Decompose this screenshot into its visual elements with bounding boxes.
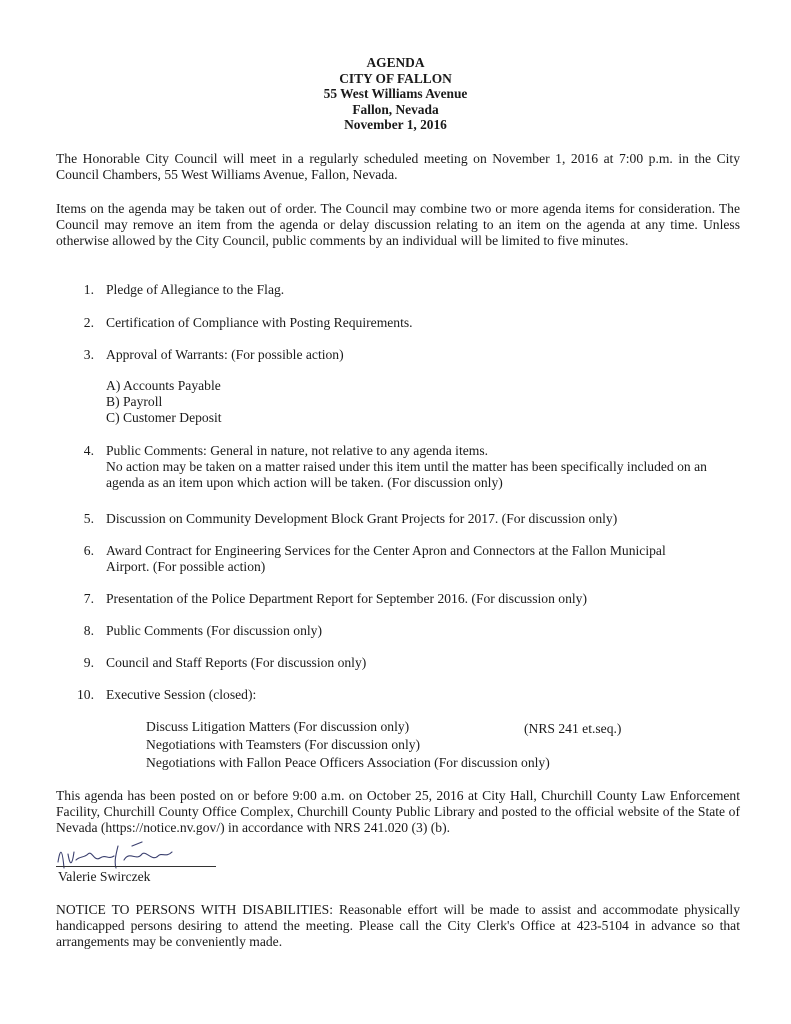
item-text: Presentation of the Police Department Report for September 2016. (For discussion only): [106, 591, 587, 606]
executive-line: Negotiations with Fallon Peace Officers Association (For discussion only): [146, 755, 550, 770]
item-text: Council and Staff Reports (For discussion only): [106, 655, 367, 670]
item-number: 9.: [83, 655, 94, 670]
header-location: Fallon, Nevada: [352, 101, 439, 117]
header-date: November 1, 2016: [344, 117, 447, 132]
item-text: Award Contract for Engineering Services for the Center Apron and Connectors at the Fallon Municipal Airport. (For possible action): [106, 543, 666, 574]
item-number: 7.: [83, 591, 94, 606]
item-number: 3.: [83, 347, 94, 362]
item-text: Executive Session (closed):: [106, 687, 257, 702]
executive-line: Negotiations with Teamsters (For discussion only): [146, 737, 421, 752]
item-number: 10.: [77, 687, 94, 702]
item-text: Public Comments: General in nature, not relative to any agenda items.: [106, 443, 489, 458]
item-number: 6.: [83, 543, 94, 558]
item-text: Certification of Compliance with Posting Requirements.: [106, 315, 413, 330]
item-text-continued: No action may be taken on a matter raised under this item until the matter has been specifically included on an agenda as an item upon which action will be taken. (For discussion only): [106, 459, 707, 490]
item-text: Public Comments (For discussion only): [106, 623, 322, 638]
disability-notice: NOTICE TO PERSONS WITH DISABILITIES: Reasonable effort will be made to assist and accommodate physically handicapped persons desiring to attend the meeting. Please call the City Clerk's Office at 423-5104 in advance so that arrangements may be conveniently made.: [56, 902, 740, 949]
item-text: Discussion on Community Development Block Grant Projects for 2017. (For discussion only): [106, 511, 618, 526]
nrs-reference: (NRS 241 et.seq.): [524, 721, 622, 736]
item-number: 5.: [83, 511, 94, 526]
header-title: AGENDA: [366, 55, 425, 70]
agenda-header: [0, 55, 791, 133]
signature-line: [56, 866, 216, 867]
item-number: 1.: [83, 282, 94, 297]
item-text: Approval of Warrants: (For possible action): [106, 347, 344, 362]
warrant-subitem: B) Payroll: [106, 394, 163, 409]
item-text: Pledge of Allegiance to the Flag.: [106, 282, 285, 297]
warrant-subitem: C) Customer Deposit: [106, 410, 222, 425]
item-number: 8.: [83, 623, 94, 638]
intro-paragraph: The Honorable City Council will meet in a regularly scheduled meeting on November 1, 2016 at 7:00 p.m. in the City Council Chambers, 55 West Williams Avenue, Fallon, Nevada.: [56, 151, 740, 182]
posting-paragraph: This agenda has been posted on or before 9:00 a.m. on October 25, 2016 at City Hall, Churchill County Law Enforcement Facility, Churchill County Office Complex, Churchill County Public Library and posted to the official website of the State of Nevada (https://notice.nv.gov/) in accordance with NRS 241.020 (3) (b).: [56, 788, 740, 835]
warrant-subitem: A) Accounts Payable: [106, 378, 221, 393]
order-notice-paragraph: Items on the agenda may be taken out of order. The Council may combine two or more agenda items for consideration. The Council may remove an item from the agenda or delay discussion relating to an item on the agenda at any time. Unless otherwise allowed by the City Council, public comments by an individual will be limited to five minutes.: [56, 201, 740, 248]
header-address: 55 West Williams Avenue: [323, 86, 468, 101]
signatory-name: Valerie Swirczek: [58, 869, 151, 884]
item-number: 2.: [83, 315, 94, 330]
item-number: 4.: [83, 443, 94, 458]
header-city: CITY OF FALLON: [339, 70, 452, 86]
executive-line: Discuss Litigation Matters (For discussion only): [146, 719, 410, 734]
